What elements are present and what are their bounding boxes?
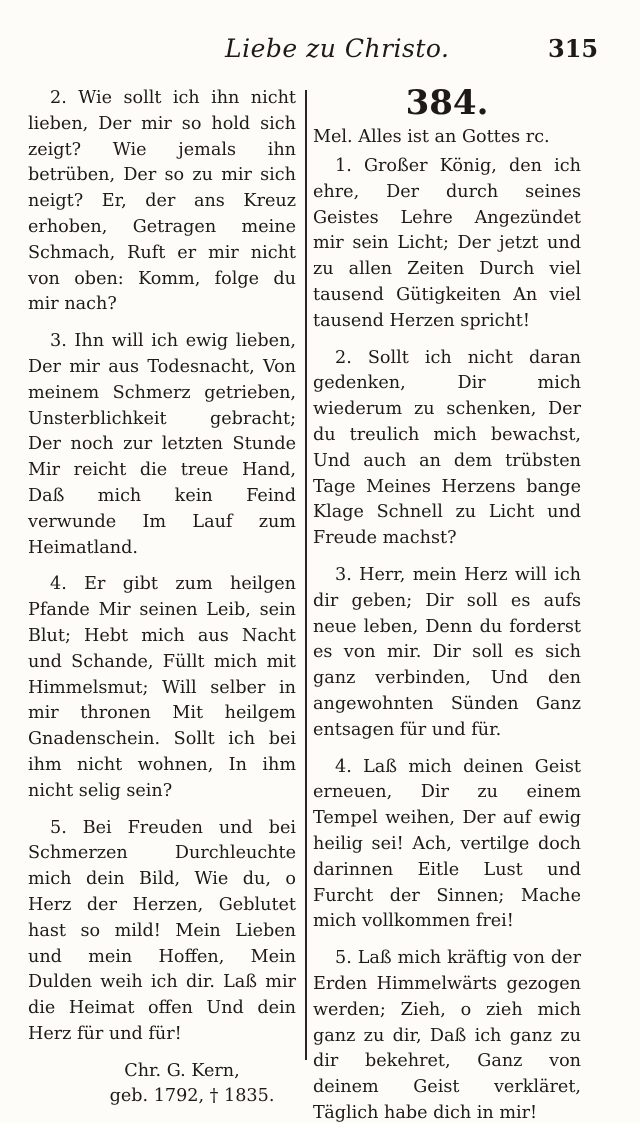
stanza-3-right: 3. Herr, mein Herz will ich dir geben; Dir soll es aufs neue leben, Denn du forderst es von mir. Dir soll es sich ganz verbinden, Und den angewohnten Sünden Ganz entsagen für und für. — [313, 564, 581, 740]
stanza-5-right: 5. Laß mich kräftig von der Erden Himmelwärts gezogen werden; Zieh, o zieh mich ganz zu dir, Daß ich ganz zu dir bekehret, Ganz von deinem Geist verkläret, Täglich habe dich in mir! — [313, 948, 581, 1123]
right-column — [313, 83, 581, 1138]
stanza-2-left: 2. Wie sollt ich ihn nicht lieben, Der mir so hold sich zeigt? Wie jemals ihn betrüben, Der so zu mir sich neigt? Er, der ans Kreuz erhoben, Getragen meine Schmach, Ruft er mir nicht von oben: Komm, folge du mir nach? — [28, 88, 296, 315]
stanza-5-left: 5. Bei Freuden und bei Schmerzen Durchleuchte mich dein Bild, Wie du, o Herz der Herzen, Geblutet hast so mild! Mein Lieben und mein Hoffen, Mein Dulden weih ich dir. Laß mir die Heimat offen Und dein Herz für und für! — [28, 817, 296, 1044]
author-name: Chr. G. Kern, — [124, 1060, 240, 1081]
running-head — [0, 34, 640, 74]
stanza-4-right: 4. Laß mich deinen Geist erneuen, Dir zu einem Tempel weihen, Der auf ewig heilig sei! Ach, vertilge doch darinnen Eitle Lust und Furcht der Sinnen; Mache mich vollkommen frei! — [313, 756, 581, 932]
stanza-2-right: 2. Sollt ich nicht daran gedenken, Dir mich wiederum zu schenken, Der du treulich mich bewachst, Und auch an dem trübsten Tage Meines Herzens bange Klage Schnell zu Licht und Freude machst? — [313, 347, 581, 549]
stanza-4-left: 4. Er gibt zum heilgen Pfande Mir seinen Leib, sein Blut; Hebt mich aus Nacht und Schande, Füllt mich mit Himmelsmut; Will selber in mir thronen Mit heilgem Gnadenschein. Sollt ich bei ihm nicht wohnen, In ihm nicht selig sein? — [28, 574, 296, 801]
column-divider — [305, 90, 307, 1060]
left-column — [28, 86, 296, 1110]
stanza-3-left: 3. Ihn will ich ewig lieben, Der mir aus Todesnacht, Von meinem Schmerz getrieben, Unsterblichkeit gebracht; Der noch zur letzten Stunde Mir reicht die treue Hand, Daß mich kein Feind verwunde Im Lauf zum Heimatland. — [28, 331, 296, 558]
melody-line: Mel. Alles ist an Gottes rc. — [313, 127, 550, 147]
running-title: Liebe zu Christo. — [225, 34, 450, 63]
hymn-number: 384. — [405, 83, 489, 123]
author-dates: geb. 1792, † 1835. — [109, 1086, 275, 1107]
stanza-1-right: 1. Großer König, den ich ehre, Der durch seines Geistes Lehre Angezündet mir sein Licht; Der jetzt und zu allen Zeiten Durch viel tausend Gütigkeiten An viel tausend Herzen spricht! — [313, 156, 581, 331]
page-number: 315 — [548, 34, 599, 63]
author-credit — [28, 1059, 296, 1111]
